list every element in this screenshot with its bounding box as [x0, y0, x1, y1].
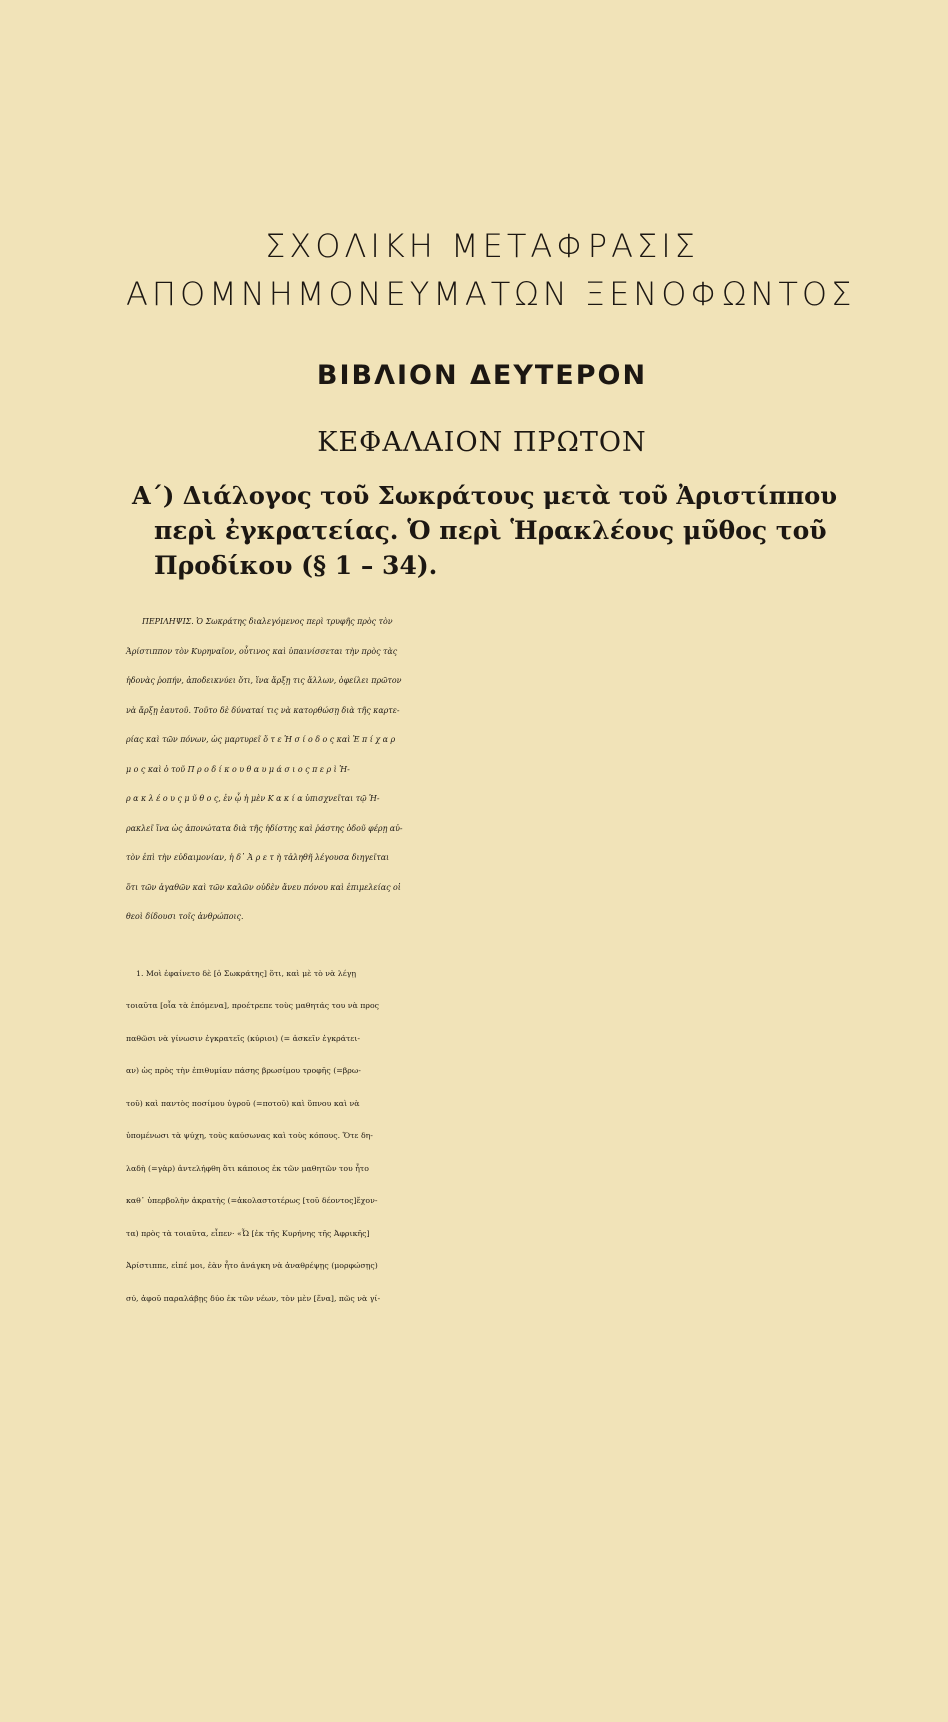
body-line: ὑπομένωσι τὰ ψύχη, τοὺς καύσωνας καὶ τοὺς κόπους. Ὅτε δη-: [126, 1131, 373, 1140]
section-heading: [126, 478, 838, 583]
summary-line: νὰ ἄρξῃ ἑαυτοῦ. Τοῦτο δὲ δύναταί τις νὰ κατορθώσῃ διὰ τῆς καρτε-: [126, 705, 400, 715]
main-title-line-2: ΑΠΟΜΝΗΜΟΝΕΥΜΑΤΩΝ ΞΕΝΟΦΩΝΤΟΣ: [126, 275, 856, 313]
section-heading-line: περὶ ἐγκρατείας. Ὁ περὶ Ἡρακλέους μῦθος τοῦ: [154, 516, 827, 545]
summary-line: ρακλεῖ ἵνα ὡς ἀπονώτατα διὰ τῆς ἡδίστης καὶ ῥάστης ὁδοῦ φέρῃ αὐ-: [126, 823, 403, 833]
body-line: αν) ὡς πρὸς τὴν ἐπιθυμίαν πάσης βρωσίμου τροφῆς (=βρω-: [126, 1066, 361, 1075]
summary-line: τὸν ἐπὶ τὴν εὐδαιμονίαν, ἡ δ᾽ Ἀ ρ ε τ ὴ τἀληθῆ λέγουσα διηγεῖται: [126, 853, 390, 862]
body-line: λαδὴ (=γὰρ) ἀντελήφθη ὅτι κάποιος ἐκ τῶν μαθητῶν του ἦτο: [126, 1163, 369, 1173]
body-line: παθῶσι νὰ γίνωσιν ἐγκρατεῖς (κύριοι) (= ἀσκεῖν ἐγκράτει-: [126, 1033, 361, 1043]
page: [0, 222, 948, 1722]
body-line: σύ, ἀφοῦ παραλάβῃς δύο ἐκ τῶν νέων, τὸν μὲν [ἕνα], πῶς νὰ γί-: [126, 1293, 381, 1303]
body-line: καθ᾽ ὑπερβολὴν ἀκρατὴς (=ἀκολαστοτέρως [τοῦ δέοντος]ἔχον-: [126, 1196, 378, 1205]
summary-line: ΠΕΡΙΛΗΨΙΣ. Ὁ Σωκράτης διαλεγόμενος περὶ τρυφῆς πρὸς τὸν: [142, 617, 393, 626]
chapter-title: ΚΕΦΑΛΑΙΟΝ ΠΡΩΤΟΝ: [317, 427, 647, 458]
body-line: τα) πρὸς τὰ τοιαῦτα, εἶπεν· «Ὦ [ἐκ τῆς Κυρήνης τῆς Ἀφρικῆς]: [126, 1228, 370, 1238]
book-title: ΒΙΒΛΙΟΝ ΔΕΥΤΕΡΟΝ: [316, 360, 648, 391]
body-line: 1. Μοὶ ἐφαίνετο δὲ [ὁ Σωκράτης] ὅτι, καὶ μὲ τὸ νὰ λέγῃ: [136, 968, 357, 978]
section-heading-line: Προδίκου (§ 1 – 34).: [154, 551, 438, 580]
summary-line: ρ α κ λ έ ο υ ς μ ῦ θ ο ς, ἐν ᾧ ἡ μὲν Κ α κ ί α ὑπισχνεῖται τῷ Ἡ-: [126, 794, 380, 803]
body-text: [126, 958, 838, 1316]
summary-line: ρίας καὶ τῶν πόνων, ὡς μαρτυρεῖ ὅ τ ε Ἡ σ ί ο δ ο ς καὶ Ἐ π ί χ α ρ: [126, 735, 396, 744]
section-heading-line: Α΄) Διάλογος τοῦ Σωκράτους μετὰ τοῦ Ἀριστίππου: [132, 481, 838, 510]
body-line: τοιαῦτα [οἷα τὰ ἑπόμενα], προέτρεπε τοὺς μαθητάς του νὰ προς: [126, 1001, 380, 1010]
summary-line: Ἀρίστιππον τὸν Κυρηναῖον, οὗτινος καὶ ὑπαινίσσεται τὴν πρὸς τὰς: [126, 646, 398, 656]
summary-paragraph: [126, 607, 838, 932]
body-line: τοῦ) καὶ παντὸς ποσίμου ὑγροῦ (=ποτοῦ) καὶ ὕπνου καὶ νὰ: [126, 1098, 360, 1108]
summary-line: μ ο ς καὶ ὁ τοῦ Π ρ ο δ ί κ ο υ θ α υ μ ά σ ι ο ς π ε ρ ὶ Ἡ-: [126, 764, 350, 774]
summary-line: θεοὶ δίδουσι τοῖς ἀνθρώποις.: [126, 912, 244, 921]
summary-line: ὅτι τῶν ἀγαθῶν καὶ τῶν καλῶν οὐδὲν ἄνευ πόνου καὶ ἐπιμελείας οἱ: [126, 882, 401, 892]
main-title-line-1: ΣΧΟΛΙΚΗ ΜΕΤΑΦΡΑΣΙΣ: [265, 227, 699, 265]
summary-line: ἡδονὰς ῥοπήν, ἀποδεικνύει ὅτι, ἵνα ἄρξῃ τις ἄλλων, ὀφείλει πρῶτον: [126, 676, 402, 685]
body-line: Ἀρίστιππε, εἰπέ μοι, ἐὰν ἦτο ἀνάγκη νὰ ἀναθρέψῃς (μορφώσῃς): [126, 1261, 378, 1270]
